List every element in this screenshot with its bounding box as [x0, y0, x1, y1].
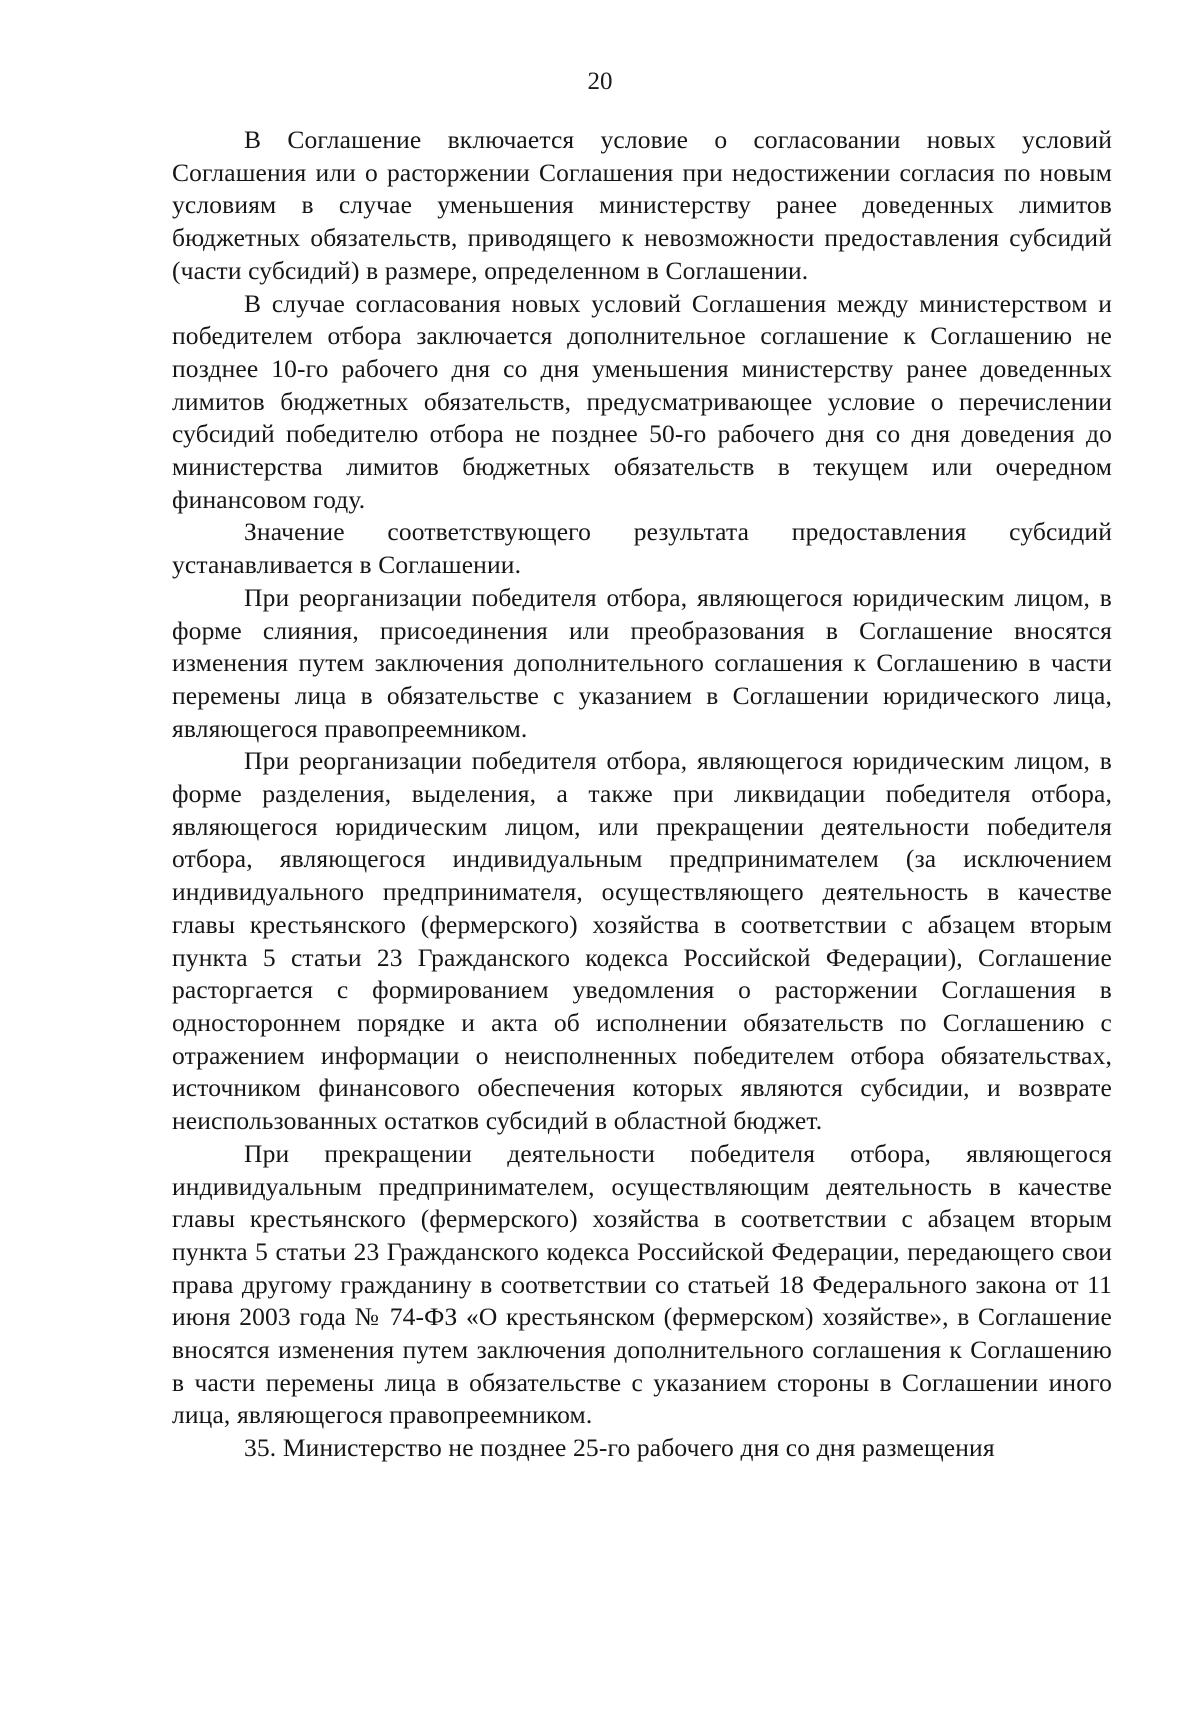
paragraph-7-item-35: 35. Министерство не позднее 25-го рабочего дня со дня размещения: [244, 1433, 995, 1463]
paragraph-4: При реорганизации победителя отбора, являющегося юридическим лицом, в форме слияния, присоединения или преобразования в Соглашение вносятся изменения путем заключения дополнительного соглашения к Соглашению в части перемены лица в обязательстве с указанием в Соглашении юридического лица, являющегося правопреемником.: [172, 582, 1112, 743]
paragraph-2: В случае согласования новых условий Соглашения между министерством и победителем отбора заключается дополнительное соглашение к Соглашению не позднее 10-го рабочего дня со дня уменьшения министерству ранее доведенных лимитов бюджетных обязательств, предусматривающее условие о перечислении субсидий победителю отбора не позднее 50-го рабочего дня со дня доведения до министерства лимитов бюджетных обязательств в текущем или очередном финансовом году.: [172, 288, 1112, 514]
document-body: [172, 124, 1112, 1465]
page-number: 20: [587, 68, 613, 95]
paragraph-5: При реорганизации победителя отбора, являющегося юридическим лицом, в форме разделения, выделения, а также при ликвидации победителя отбора, являющегося юридическим лицом, или прекращении деятельности победителя отбора, являющегося индивидуальным предпринимателем (за исключением индивидуального предпринимателя, осуществляющего деятельность в качестве главы крестьянского (фермерского) хозяйства в соответствии с абзацем вторым пункта 5 статьи 23 Гражданского кодекса Российской Федерации), Соглашение расторгается с формированием уведомления о расторжении Соглашения в одностороннем порядке и акта об исполнении обязательств по Соглашению с отражением информации о неисполненных победителем отбора обязательствах, источником финансового обеспечения которых являются субсидии, и возврате неиспользованных остатков субсидий в областной бюджет.: [172, 746, 1112, 1136]
paragraph-3: Значение соответствующего результата предоставления субсидий устанавливается в Соглашении.: [172, 517, 1112, 580]
paragraph-1: В Соглашение включается условие о согласовании новых условий Соглашения или о расторжении Соглашения при недостижении согласия по новым условиям в случае уменьшения министерству ранее доведенных лимитов бюджетных обязательств, приводящего к невозможности предоставления субсидий (части субсидий) в размере, определенном в Соглашении.: [172, 125, 1112, 285]
paragraph-6: При прекращении деятельности победителя отбора, являющегося индивидуальным предпринимателем, осуществляющим деятельность в качестве главы крестьянского (фермерского) хозяйства в соответствии с абзацем вторым пункта 5 статьи 23 Гражданского кодекса Российской Федерации, передающего свои права другому гражданину в соответствии со статьей 18 Федерального закона от 11 июня 2003 года № 74-ФЗ «О крестьянском (фермерском) хозяйстве», в Соглашение вносятся изменения путем заключения дополнительного соглашения к Соглашению в части перемены лица в обязательстве с указанием стороны в Соглашении иного лица, являющегося правопреемником.: [172, 1138, 1112, 1430]
